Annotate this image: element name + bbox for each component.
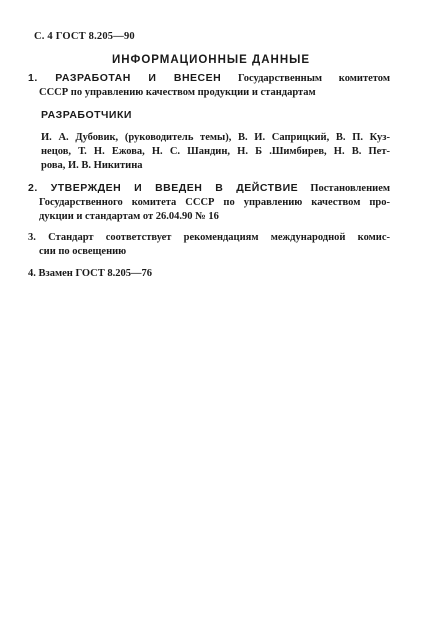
item-2-line-1 <box>28 181 390 196</box>
developers-list <box>41 131 390 173</box>
developers-line-1: И. А. Дубовик, (руководитель темы), В. И. Саприцкий, В. П. Куз- <box>41 132 390 143</box>
item-developed-by <box>28 71 390 100</box>
item-1-lead: 1. РАЗРАБОТАН И ВНЕСЕН <box>28 72 222 84</box>
page-title: ИНФОРМАЦИОННЫЕ ДАННЫЕ <box>111 54 311 66</box>
item-2-line-1-rest: Постановлением <box>310 183 391 194</box>
item-conformance <box>28 231 390 259</box>
item-2-line-2: Государственного комитета СССР по управлению качеством про- <box>39 197 390 208</box>
item-approved <box>28 181 390 224</box>
item-replaces <box>28 267 390 281</box>
developers-line-2: нецов, Т. Н. Ежова, Н. С. Шандин, Н. Б .Шимбирев, Н. В. Пет- <box>41 146 390 157</box>
item-3-line-1: 3. Стандарт соответствует рекомендациям международной комис- <box>28 232 390 243</box>
developers-heading: РАЗРАБОТЧИКИ <box>41 109 132 121</box>
item-4-line-1: 4. Взамен ГОСТ 8.205—76 <box>28 268 153 279</box>
item-1-line-2: СССР по управлению качеством продукции и стандартам <box>39 87 316 98</box>
item-1-line-1 <box>28 71 390 86</box>
item-1-line-1-rest: Государственным комитетом <box>237 73 391 84</box>
item-3-line-2: сии по освещению <box>39 246 127 257</box>
developers-line-3: рова, И. В. Никитина <box>41 160 143 171</box>
running-head: С. 4 ГОСТ 8.205—90 <box>34 31 135 42</box>
item-2-lead: 2. УТВЕРЖДЕН И ВВЕДЕН В ДЕЙСТВИЕ <box>28 182 299 194</box>
item-2-line-3: дукции и стандартам от 26.04.90 № 16 <box>39 211 219 222</box>
